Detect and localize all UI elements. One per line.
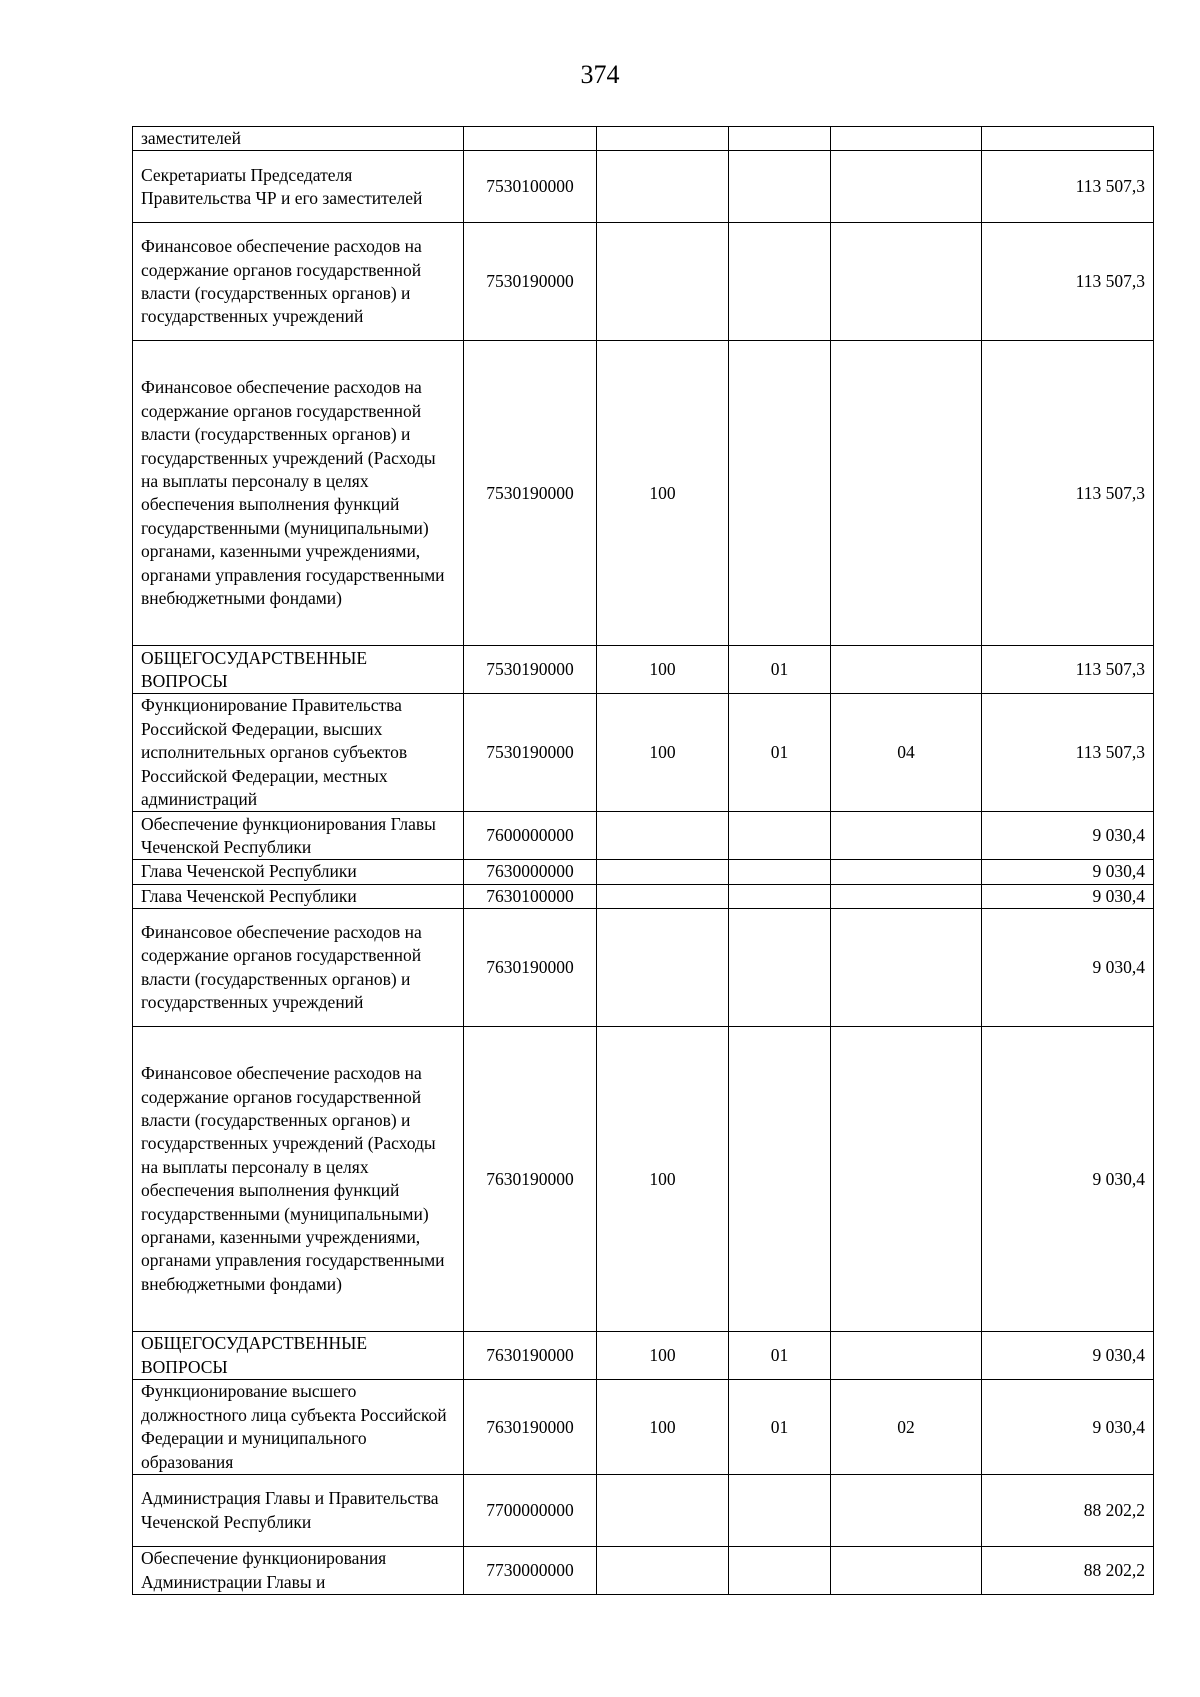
row-subsection-cell bbox=[831, 909, 982, 1027]
table-row bbox=[133, 151, 1154, 223]
row-sum-cell: 113 507,3 bbox=[982, 646, 1154, 694]
row-target-code-cell: 7530190000 bbox=[464, 341, 597, 646]
row-sum-cell: 9 030,4 bbox=[982, 909, 1154, 1027]
row-subsection-cell bbox=[831, 1547, 982, 1595]
row-sum-cell: 88 202,2 bbox=[982, 1475, 1154, 1547]
row-subsection-cell bbox=[831, 646, 982, 694]
row-name-cell: Обеспечение функционирования Главы Чеченской Республики bbox=[133, 812, 464, 860]
row-expense-type-cell bbox=[597, 860, 729, 884]
row-expense-type-cell bbox=[597, 127, 729, 151]
row-expense-type-cell: 100 bbox=[597, 1027, 729, 1332]
row-target-code-cell: 7630190000 bbox=[464, 1380, 597, 1475]
row-expense-type-cell: 100 bbox=[597, 1380, 729, 1475]
row-expense-type-cell bbox=[597, 884, 729, 908]
row-subsection-cell: 04 bbox=[831, 694, 982, 812]
row-target-code-cell: 7530190000 bbox=[464, 646, 597, 694]
table-row bbox=[133, 1027, 1154, 1332]
table-row bbox=[133, 1547, 1154, 1595]
row-sum-cell: 9 030,4 bbox=[982, 860, 1154, 884]
row-expense-type-cell: 100 bbox=[597, 646, 729, 694]
table-row bbox=[133, 909, 1154, 1027]
row-subsection-cell bbox=[831, 1475, 982, 1547]
row-target-code-cell: 7600000000 bbox=[464, 812, 597, 860]
row-subsection-cell bbox=[831, 860, 982, 884]
row-subsection-cell bbox=[831, 127, 982, 151]
row-name-cell: Функционирование высшего должностного лица субъекта Российской Федерации и муниципального образования bbox=[133, 1380, 464, 1475]
row-subsection-cell bbox=[831, 1332, 982, 1380]
row-section-cell bbox=[729, 909, 831, 1027]
table-row bbox=[133, 1332, 1154, 1380]
row-sum-cell: 9 030,4 bbox=[982, 812, 1154, 860]
page-number: 374 bbox=[580, 60, 620, 89]
table-row bbox=[133, 860, 1154, 884]
row-sum-cell: 113 507,3 bbox=[982, 341, 1154, 646]
row-name-cell: Финансовое обеспечение расходов на содержание органов государственной власти (государственных органов) и государственных учреждений (Расходы на выплаты персоналу в целях обеспечения выполнения функций государственными (муниципальными) органами, казенными учреждениями, органами управления государственными внебюджетными фондами) bbox=[133, 341, 464, 646]
row-sum-cell: 9 030,4 bbox=[982, 1332, 1154, 1380]
row-section-cell bbox=[729, 223, 831, 341]
row-target-code-cell: 7530100000 bbox=[464, 151, 597, 223]
row-target-code-cell: 7630190000 bbox=[464, 909, 597, 1027]
table-row bbox=[133, 884, 1154, 908]
row-section-cell bbox=[729, 1475, 831, 1547]
row-expense-type-cell: 100 bbox=[597, 1332, 729, 1380]
row-name-cell: заместителей bbox=[133, 127, 464, 151]
row-section-cell: 01 bbox=[729, 1332, 831, 1380]
row-expense-type-cell: 100 bbox=[597, 694, 729, 812]
budget-table bbox=[132, 126, 1154, 1595]
row-name-cell: ОБЩЕГОСУДАРСТВЕННЫЕ ВОПРОСЫ bbox=[133, 646, 464, 694]
row-section-cell bbox=[729, 860, 831, 884]
row-name-cell: Финансовое обеспечение расходов на содержание органов государственной власти (государственных органов) и государственных учреждений bbox=[133, 909, 464, 1027]
row-subsection-cell bbox=[831, 151, 982, 223]
row-subsection-cell bbox=[831, 223, 982, 341]
row-target-code-cell: 7630190000 bbox=[464, 1332, 597, 1380]
row-sum-cell: 88 202,2 bbox=[982, 1547, 1154, 1595]
row-name-cell: Глава Чеченской Республики bbox=[133, 860, 464, 884]
row-target-code-cell: 7700000000 bbox=[464, 1475, 597, 1547]
row-name-cell: Функционирование Правительства Российской Федерации, высших исполнительных органов субъектов Российской Федерации, местных администраций bbox=[133, 694, 464, 812]
row-subsection-cell bbox=[831, 884, 982, 908]
row-name-cell: Администрация Главы и Правительства Чеченской Республики bbox=[133, 1475, 464, 1547]
row-name-cell: ОБЩЕГОСУДАРСТВЕННЫЕ ВОПРОСЫ bbox=[133, 1332, 464, 1380]
row-section-cell bbox=[729, 812, 831, 860]
row-name-cell: Финансовое обеспечение расходов на содержание органов государственной власти (государственных органов) и государственных учреждений bbox=[133, 223, 464, 341]
row-name-cell: Глава Чеченской Республики bbox=[133, 884, 464, 908]
row-target-code-cell: 7630100000 bbox=[464, 884, 597, 908]
row-subsection-cell bbox=[831, 812, 982, 860]
table-row bbox=[133, 1380, 1154, 1475]
row-expense-type-cell bbox=[597, 1547, 729, 1595]
row-section-cell: 01 bbox=[729, 646, 831, 694]
row-subsection-cell bbox=[831, 1027, 982, 1332]
row-section-cell: 01 bbox=[729, 1380, 831, 1475]
row-subsection-cell: 02 bbox=[831, 1380, 982, 1475]
row-target-code-cell bbox=[464, 127, 597, 151]
row-expense-type-cell bbox=[597, 909, 729, 1027]
row-target-code-cell: 7630190000 bbox=[464, 1027, 597, 1332]
row-section-cell bbox=[729, 151, 831, 223]
table-row bbox=[133, 812, 1154, 860]
row-section-cell bbox=[729, 127, 831, 151]
row-sum-cell: 113 507,3 bbox=[982, 694, 1154, 812]
row-sum-cell: 9 030,4 bbox=[982, 1027, 1154, 1332]
row-expense-type-cell: 100 bbox=[597, 341, 729, 646]
row-target-code-cell: 7730000000 bbox=[464, 1547, 597, 1595]
row-target-code-cell: 7530190000 bbox=[464, 694, 597, 812]
table-row bbox=[133, 694, 1154, 812]
table-row bbox=[133, 646, 1154, 694]
row-expense-type-cell bbox=[597, 1475, 729, 1547]
row-subsection-cell bbox=[831, 341, 982, 646]
row-name-cell: Секретариаты Председателя Правительства ЧР и его заместителей bbox=[133, 151, 464, 223]
row-expense-type-cell bbox=[597, 812, 729, 860]
row-section-cell bbox=[729, 1547, 831, 1595]
row-sum-cell: 9 030,4 bbox=[982, 1380, 1154, 1475]
row-sum-cell: 9 030,4 bbox=[982, 884, 1154, 908]
row-section-cell bbox=[729, 884, 831, 908]
table-row bbox=[133, 127, 1154, 151]
row-section-cell: 01 bbox=[729, 694, 831, 812]
table-row bbox=[133, 223, 1154, 341]
row-section-cell bbox=[729, 341, 831, 646]
table-row bbox=[133, 341, 1154, 646]
row-sum-cell: 113 507,3 bbox=[982, 223, 1154, 341]
row-section-cell bbox=[729, 1027, 831, 1332]
row-target-code-cell: 7530190000 bbox=[464, 223, 597, 341]
row-expense-type-cell bbox=[597, 151, 729, 223]
row-expense-type-cell bbox=[597, 223, 729, 341]
row-target-code-cell: 7630000000 bbox=[464, 860, 597, 884]
row-name-cell: Обеспечение функционирования Администрации Главы и bbox=[133, 1547, 464, 1595]
row-name-cell: Финансовое обеспечение расходов на содержание органов государственной власти (государственных органов) и государственных учреждений (Расходы на выплаты персоналу в целях обеспечения выполнения функций государственными (муниципальными) органами, казенными учреждениями, органами управления государственными внебюджетными фондами) bbox=[133, 1027, 464, 1332]
row-sum-cell: 113 507,3 bbox=[982, 151, 1154, 223]
row-sum-cell bbox=[982, 127, 1154, 151]
table-row bbox=[133, 1475, 1154, 1547]
